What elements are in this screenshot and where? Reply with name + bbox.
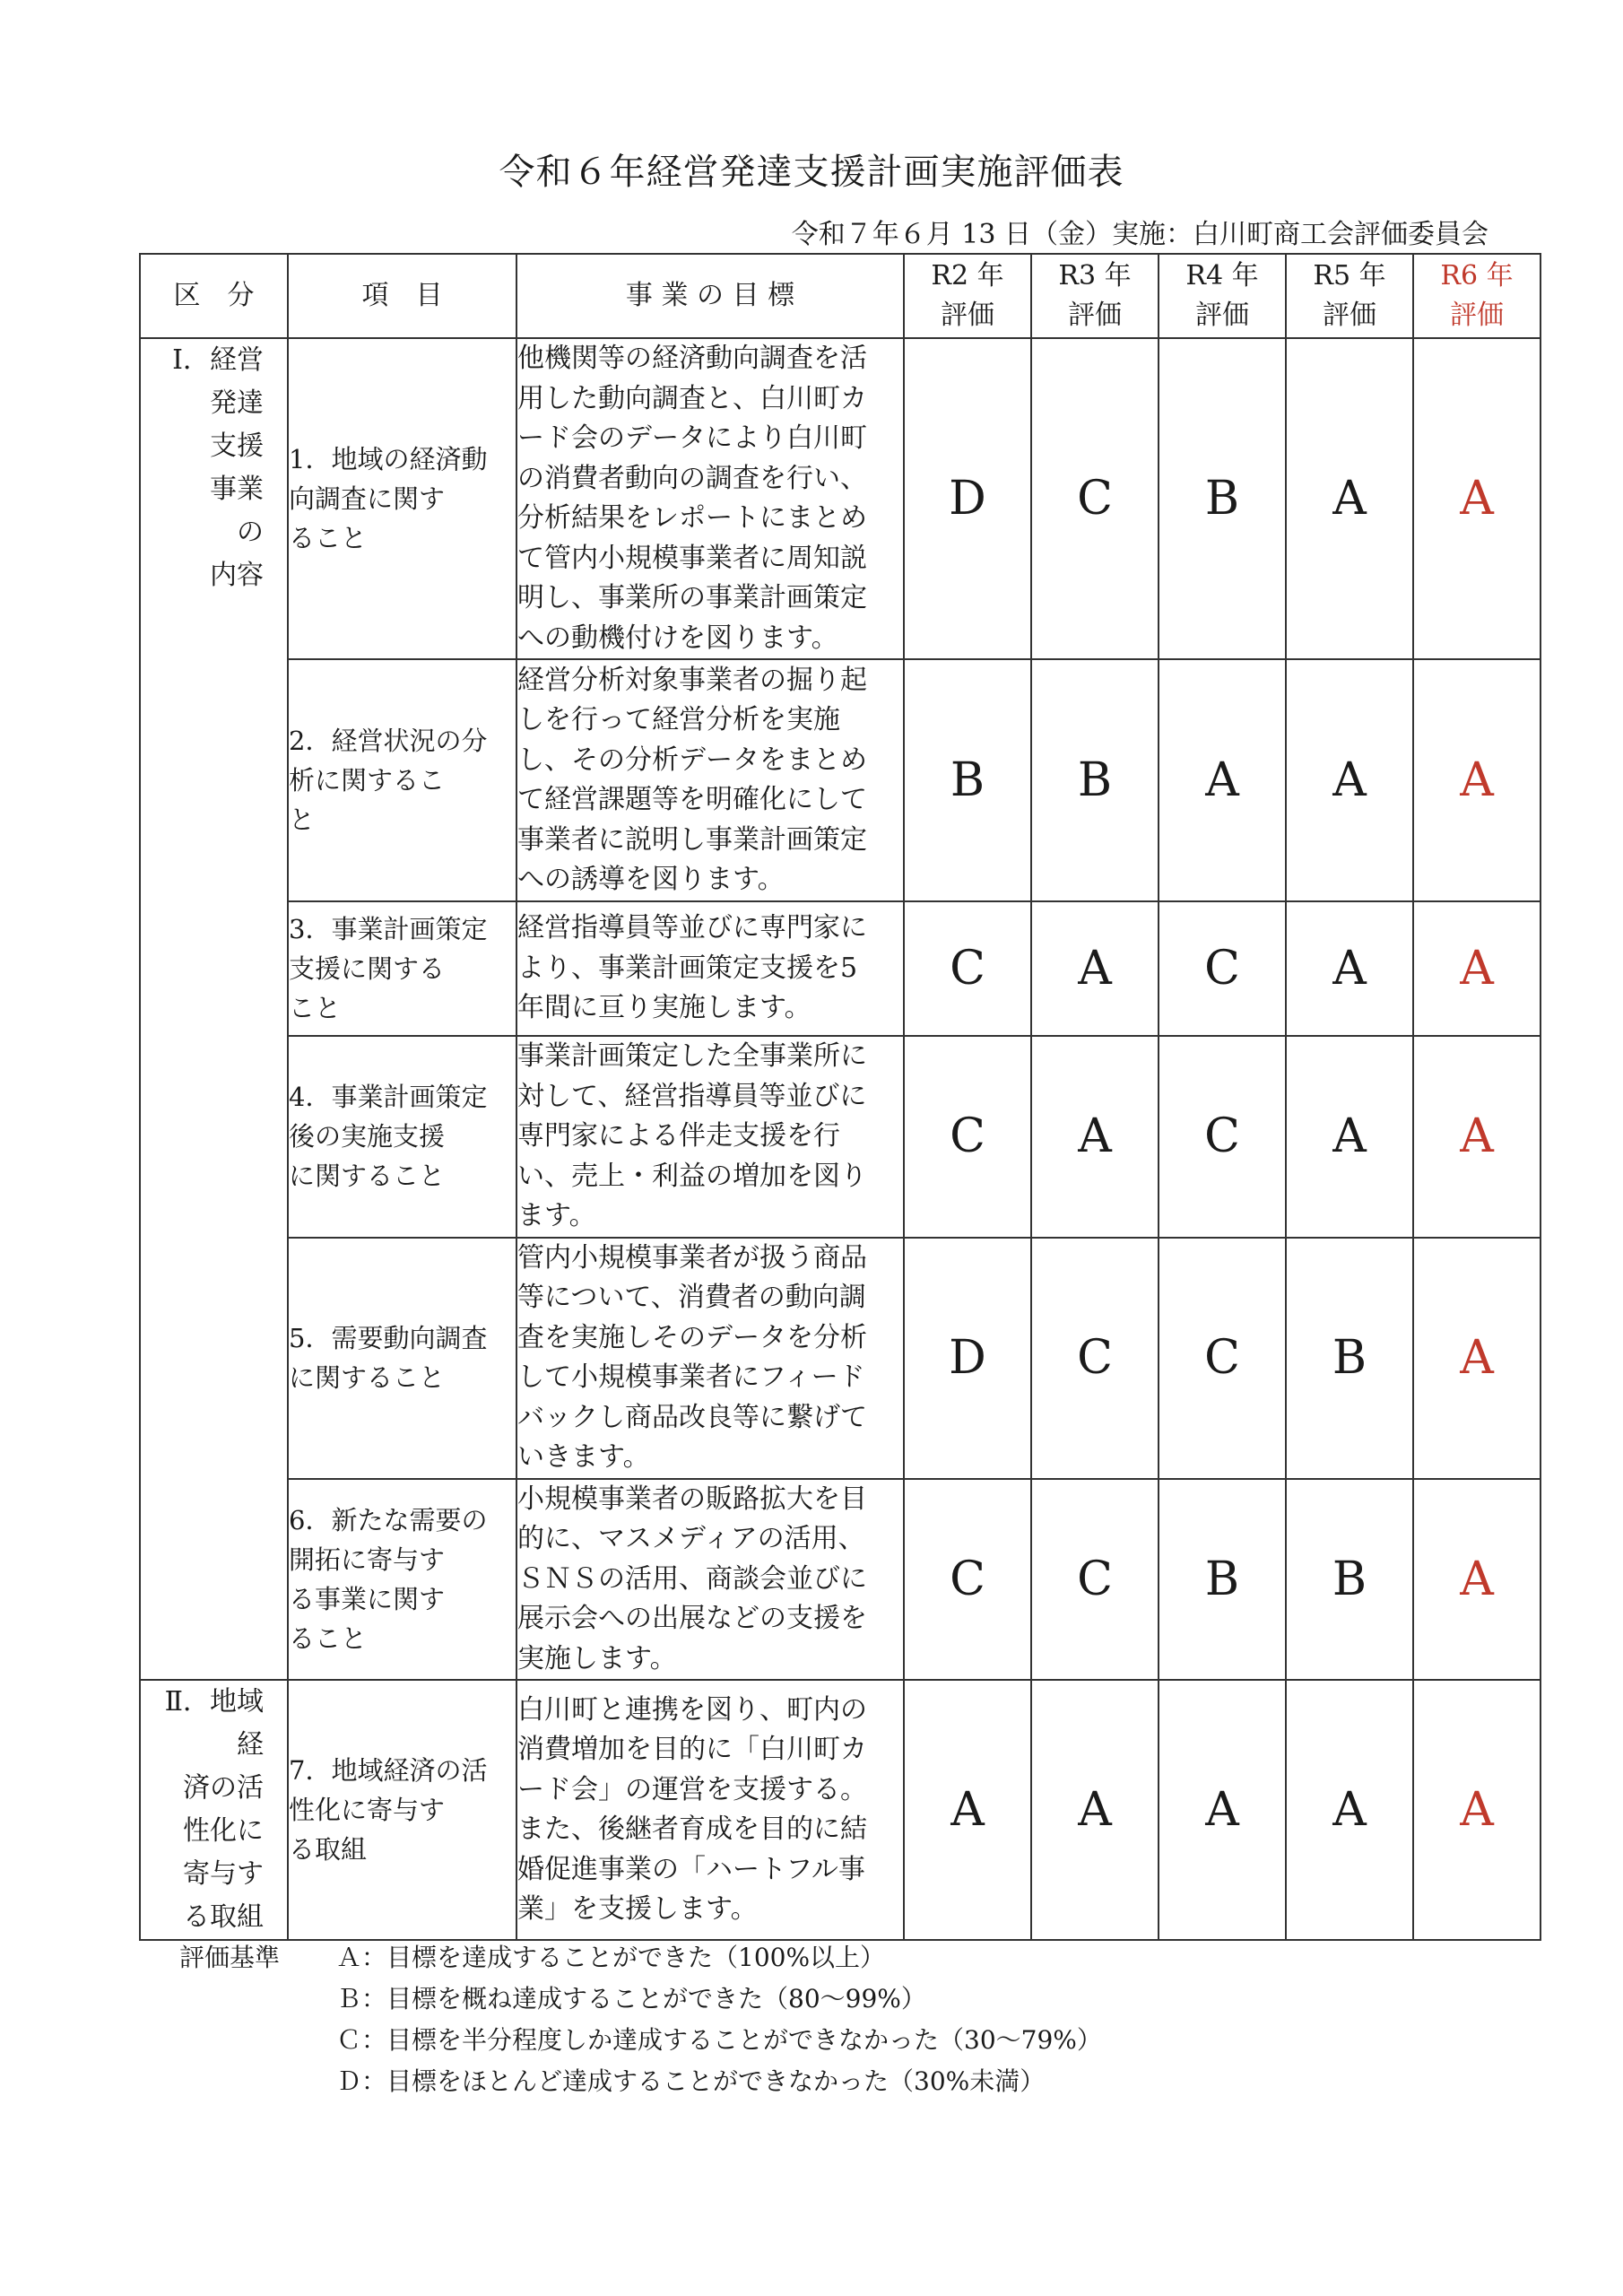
section-2-label: Ⅱ．地域経 済の活 性化に 寄与す る取組 [164, 1686, 264, 1933]
grade-r5: B [1286, 1238, 1413, 1479]
grade-r5: B [1286, 1479, 1413, 1681]
grade-r3: C [1031, 338, 1159, 659]
header-year-r4: R4 年 評価 [1159, 254, 1286, 338]
item-cell: 2．経営状況の分 析に関するこ と [288, 659, 516, 901]
grade-r2: D [904, 1238, 1031, 1479]
criteria-label: 評価基準 [179, 1943, 281, 1972]
grade-r4: B [1159, 1479, 1286, 1681]
criteria-item-c: Ｃ：目標を半分程度しか達成することができなかった（30～79%） [336, 2025, 1102, 2055]
header-goal: 事 業 の 目 標 [516, 254, 904, 338]
grade-r6: A [1413, 659, 1541, 901]
grade-r3: C [1031, 1479, 1159, 1681]
goal-cell: 経営指導員等並びに専門家に より、事業計画策定支援を5 年間に亘り実施します。 [516, 901, 904, 1036]
item-cell: 1．地域の経済動 向調査に関す ること [288, 338, 516, 659]
goal-cell: 経営分析対象事業者の掘り起 しを行って経営分析を実施 し、その分析データをまとめ て経営課題等を明確化にして 事業者に説明し事業計画策定 への誘導を図ります。 [516, 659, 904, 901]
section-2-cell [140, 1680, 288, 1940]
item-cell: 3．事業計画策定 支援に関する こと [288, 901, 516, 1036]
document-title: 令和６年経営発達支援計画実施評価表 [499, 152, 1124, 193]
grade-r5: A [1286, 901, 1413, 1036]
grade-r4: C [1159, 901, 1286, 1036]
header-year-r6: R6 年 評価 [1413, 254, 1541, 338]
grade-r3: B [1031, 659, 1159, 901]
criteria-item-a: Ａ：目標を達成することができた（100%以上） [336, 1943, 886, 1972]
section-1-cell [140, 338, 288, 1680]
table-header-row [140, 254, 1541, 338]
grade-r2: C [904, 901, 1031, 1036]
grade-r2: B [904, 659, 1031, 901]
goal-cell: 管内小規模事業者が扱う商品 等について、消費者の動向調 査を実施しそのデータを分析 して小規模事業者にフィード バックし商品改良等に繋げて いきます。 [516, 1238, 904, 1479]
grade-r2: A [904, 1680, 1031, 1940]
header-year-r5: R5 年 評価 [1286, 254, 1413, 338]
grade-r4: A [1159, 659, 1286, 901]
item-cell: 4．事業計画策定 後の実施支援 に関すること [288, 1036, 516, 1238]
header-section: 区 分 [140, 254, 288, 338]
table-row [140, 659, 1541, 901]
table-row [140, 1036, 1541, 1238]
grade-r5: A [1286, 659, 1413, 901]
item-cell: 7．地域経済の活 性化に寄与す る取組 [288, 1680, 516, 1940]
criteria-list [336, 1937, 1102, 2102]
goal-cell: 他機関等の経済動向調査を活 用した動向調査と、白川町カ ード会のデータにより白川町 の消費者動向の調査を行い、 分析結果をレポートにまとめ て管内小規模事業者に周知説 明し、事業所の事業計画策定 への動機付けを図ります。 [516, 338, 904, 659]
grade-r6: A [1413, 1036, 1541, 1238]
table-row [140, 1680, 1541, 1940]
grade-r6: A [1413, 1680, 1541, 1940]
evaluation-table [139, 253, 1541, 1941]
criteria-item-d: Ｄ：目標をほとんど達成することができなかった（30%未満） [336, 2066, 1046, 2096]
table-row [140, 338, 1541, 659]
grade-r3: A [1031, 901, 1159, 1036]
goal-cell: 小規模事業者の販路拡大を目 的に、マスメディアの活用、 ＳＮＳの活用、商談会並びに 展示会への出展などの支援を 実施します。 [516, 1479, 904, 1681]
grade-r5: A [1286, 1036, 1413, 1238]
criteria-item-b: Ｂ：目標を概ね達成することができた（80～99%） [336, 1984, 926, 2013]
grade-r2: C [904, 1479, 1031, 1681]
grade-r4: C [1159, 1036, 1286, 1238]
grade-r6: A [1413, 1238, 1541, 1479]
goal-cell: 事業計画策定した全事業所に 対して、経営指導員等並びに 専門家による伴走支援を行 い、売上・利益の増加を図り ます。 [516, 1036, 904, 1238]
section-1-label: Ⅰ．経営 発達 支援 事業 の 内容 [172, 344, 264, 591]
grade-r3: A [1031, 1036, 1159, 1238]
grade-r2: D [904, 338, 1031, 659]
grade-r4: C [1159, 1238, 1286, 1479]
header-item: 項 目 [288, 254, 516, 338]
table-row [140, 1479, 1541, 1681]
item-cell: 5．需要動向調査 に関すること [288, 1238, 516, 1479]
item-cell: 6．新たな需要の 開拓に寄与す る事業に関す ること [288, 1479, 516, 1681]
grade-r3: C [1031, 1238, 1159, 1479]
table-row [140, 901, 1541, 1036]
grade-r6: A [1413, 1479, 1541, 1681]
document-subtitle: 令和７年６月 13 日（金）実施：白川町商工会評価委員会 [791, 219, 1488, 250]
grade-r6: A [1413, 901, 1541, 1036]
grade-r5: A [1286, 1680, 1413, 1940]
grade-r4: B [1159, 338, 1286, 659]
table-row [140, 1238, 1541, 1479]
grade-r5: A [1286, 338, 1413, 659]
grade-r4: A [1159, 1680, 1286, 1940]
goal-cell: 白川町と連携を図り、町内の 消費増加を目的に「白川町カ ード会」の運営を支援する。 また、後継者育成を目的に結 婚促進事業の「ハートフル事 業」を支援します。 [516, 1680, 904, 1940]
grade-r2: C [904, 1036, 1031, 1238]
header-year-r2: R2 年 評価 [904, 254, 1031, 338]
header-year-r3: R3 年 評価 [1031, 254, 1159, 338]
grade-r6: A [1413, 338, 1541, 659]
grade-r3: A [1031, 1680, 1159, 1940]
